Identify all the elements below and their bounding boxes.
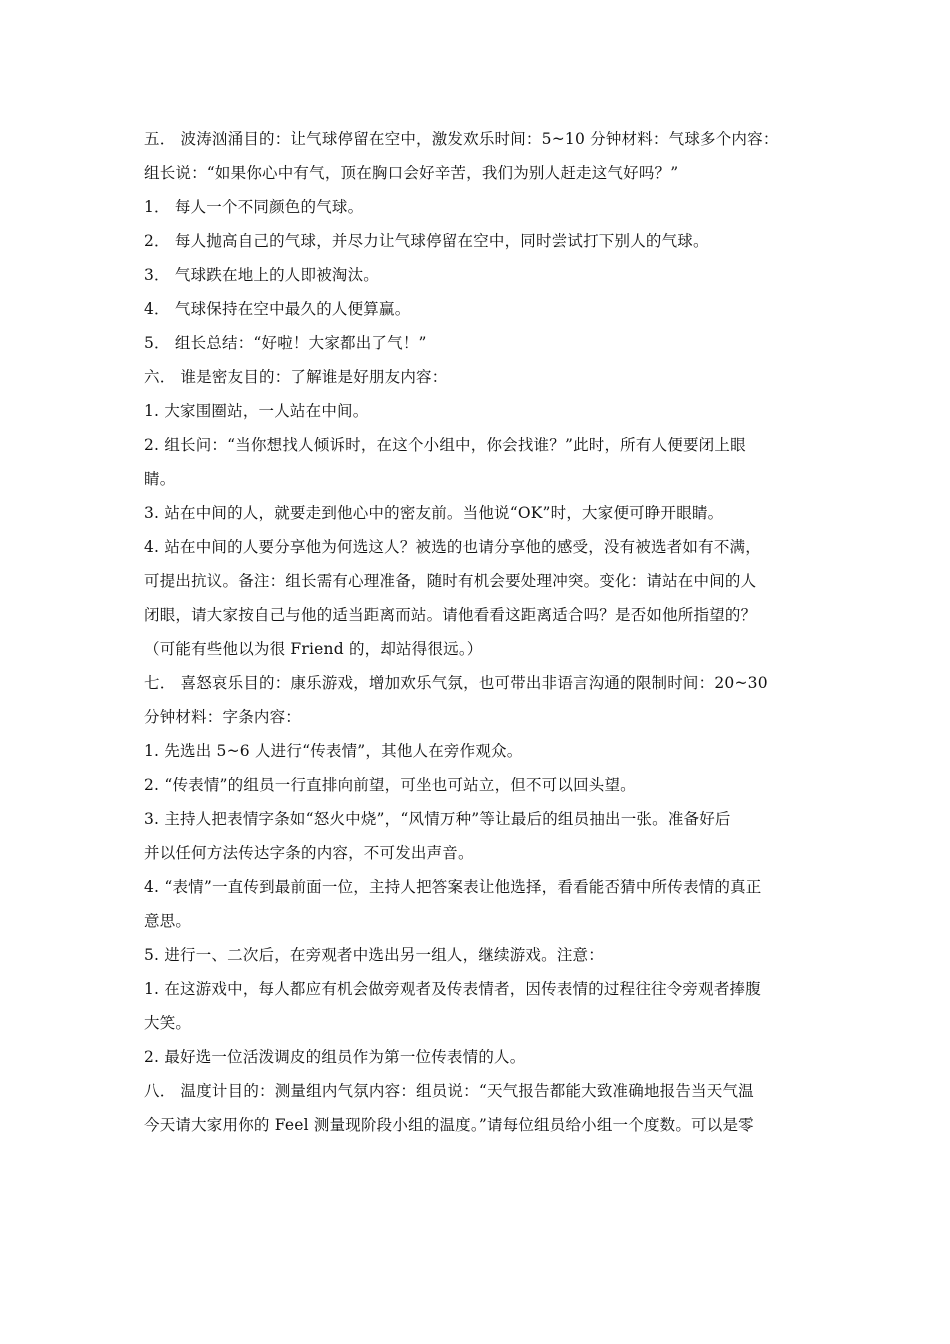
text-line: 大笑。 — [144, 1014, 192, 1032]
text-line: 2. 组长问：“当你想找人倾诉时，在这个小组中，你会找谁？”此时，所有人便要闭上眼 — [144, 436, 746, 454]
text-line: 意思。 — [144, 912, 192, 930]
text-line: 1． 每人一个不同颜色的气球。 — [144, 198, 364, 216]
text-line: 2. 最好选一位活泼调皮的组员作为第一位传表情的人。 — [144, 1048, 526, 1066]
text-line: 闭眼，请大家按自己与他的适当距离而站。请他看看这距离适合吗？是否如他所指望的？ — [144, 606, 757, 624]
text-line: 2． 每人抛高自己的气球，并尽力让气球停留在空中，同时尝试打下别人的气球。 — [144, 232, 709, 250]
text-line: 3． 气球跌在地上的人即被淘汰。 — [144, 266, 379, 284]
text-line: 5. 进行一、二次后，在旁观者中选出另一组人，继续游戏。注意： — [144, 946, 604, 964]
text-line: 5． 组长总结：“好啦！大家都出了气！” — [144, 334, 427, 352]
text-line: 4. 站在中间的人要分享他为何选这人？被选的也请分享他的感受，没有被选者如有不满， — [144, 538, 761, 556]
text-line: 睛。 — [144, 470, 176, 488]
text-line: 八． 温度计目的：测量组内气氛内容：组员说：“天气报告都能大致准确地报告当天气温 — [144, 1082, 754, 1100]
document-body — [144, 122, 824, 1142]
text-line: 2. “传表情”的组员一行直排向前望，可坐也可站立，但不可以回头望。 — [144, 776, 636, 794]
text-line: 今天请大家用你的 Feel 测量现阶段小组的温度。”请每位组员给小组一个度数。可以是零 — [144, 1116, 754, 1134]
text-line: 3. 站在中间的人，就要走到他心中的密友前。当他说“OK”时，大家便可睁开眼睛。 — [144, 504, 724, 522]
text-line: 七． 喜怒哀乐目的：康乐游戏，增加欢乐气氛，也可带出非语言沟通的限制时间：20~30 — [144, 674, 768, 692]
text-line: 可提出抗议。备注：组长需有心理准备，随时有机会要处理冲突。变化：请站在中间的人 — [144, 572, 757, 590]
text-line: 五． 波涛汹涌目的：让气球停留在空中，激发欢乐时间：5~10 分钟材料：气球多个内容： — [144, 130, 779, 148]
text-line: 4． 气球保持在空中最久的人便算赢。 — [144, 300, 411, 318]
text-line: 并以任何方法传达字条的内容，不可发出声音。 — [144, 844, 474, 862]
text-line: 分钟材料：字条内容： — [144, 708, 302, 726]
text-line: （可能有些他以为很 Friend 的，却站得很远。） — [144, 640, 483, 658]
text-line: 六． 谁是密友目的：了解谁是好朋友内容： — [144, 368, 448, 386]
text-line: 组长说：“如果你心中有气，顶在胸口会好辛苦，我们为别人赶走这气好吗？” — [144, 164, 679, 182]
text-line: 1. 先选出 5~6 人进行“传表情”，其他人在旁作观众。 — [144, 742, 523, 760]
text-line: 1. 大家围圈站，一人站在中间。 — [144, 402, 369, 420]
text-line: 4. “表情”一直传到最前面一位，主持人把答案表让他选择，看看能否猜中所传表情的真正 — [144, 878, 762, 896]
text-line: 3. 主持人把表情字条如“怒火中烧”，“风情万种”等让最后的组员抽出一张。准备好后 — [144, 810, 731, 828]
text-line: 1. 在这游戏中，每人都应有机会做旁观者及传表情者，因传表情的过程往往令旁观者捧腹 — [144, 980, 761, 998]
